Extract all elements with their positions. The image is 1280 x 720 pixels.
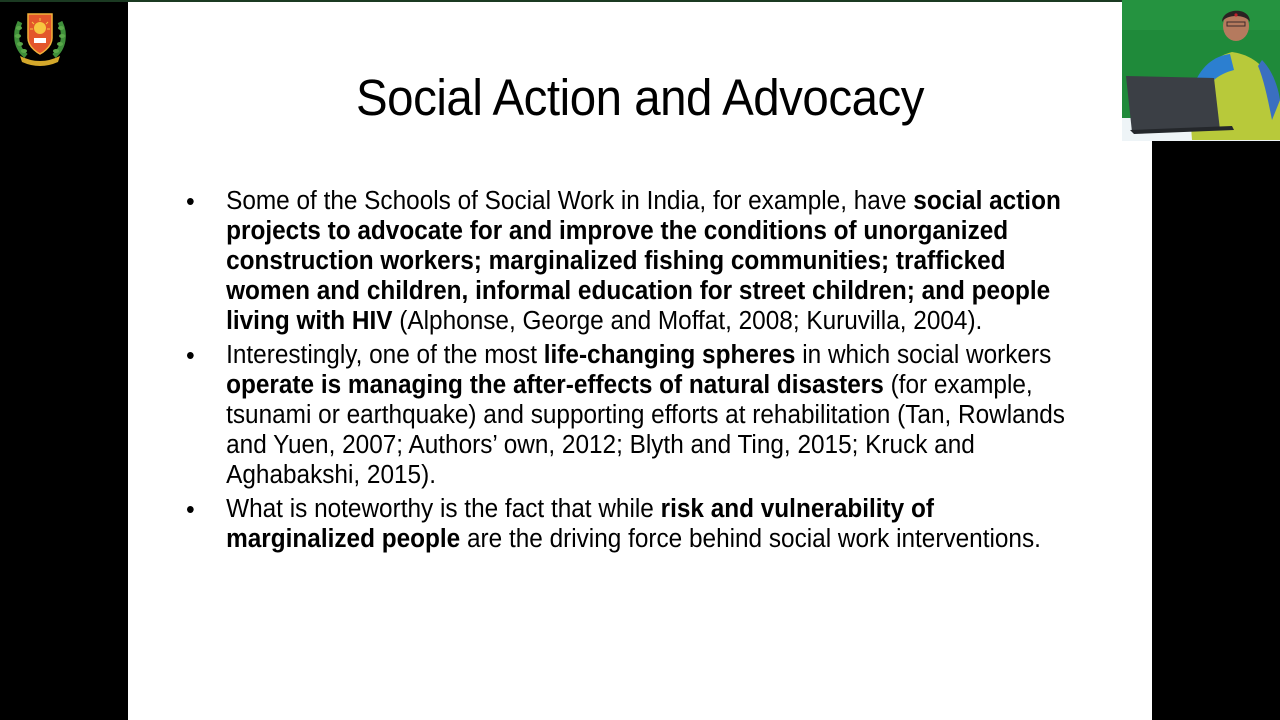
bullet-list — [186, 186, 1086, 558]
bullet-text-emphasis: social action projects to advocate for and improve the conditions of unorganized construction workers; marginalized fishing communities; trafficked women and children, informal education for street children; and people living with HIV — [226, 187, 1061, 335]
bullet-text-emphasis: life-changing spheres — [543, 341, 796, 369]
bullet-icon: • — [186, 186, 195, 216]
bullet-text-segment: (Alphonse, George and Moffat, 2008; Kuruvilla, 2004). — [392, 307, 983, 335]
bullet-text-segment: are the driving force behind social work interventions. — [460, 525, 1041, 553]
bullet-icon: • — [186, 340, 195, 370]
bullet-text-segment: What is noteworthy is the fact that while — [226, 495, 661, 523]
bullet-text — [226, 495, 1041, 553]
bullet-text-emphasis: risk and vulnerability of marginalized people — [226, 495, 934, 553]
bullet-text-emphasis: operate is managing the after-effects of natural disasters — [226, 371, 884, 399]
bullet-icon: • — [186, 494, 195, 524]
bullet-text-segment: in which social workers — [795, 341, 1052, 369]
bullet-text-segment: (for example, tsunami or earthquake) and supporting efforts at rehabilitation (Tan, Rowlands and Yuen, 2007; Authors’ own, 2012; Blyth and Ting, 2015; Kruck and Aghabakshi, 2015). — [226, 371, 1065, 489]
slide-title: Social Action and Advocacy — [356, 69, 924, 126]
presenter-video-icon — [1122, 0, 1280, 141]
presenter-webcam — [1122, 0, 1280, 141]
bullet-item — [186, 494, 1067, 554]
right-black-bar — [1152, 141, 1280, 720]
bullet-text — [226, 341, 1065, 489]
university-logo — [12, 8, 68, 66]
crest-icon — [12, 8, 68, 66]
bullet-item — [186, 340, 1067, 490]
bullet-text — [226, 187, 1061, 335]
bullet-text-segment: Some of the Schools of Social Work in India, for example, have — [226, 187, 914, 215]
presentation-slide — [128, 2, 1152, 720]
bullet-item — [186, 186, 1067, 336]
bullet-text-segment: Interestingly, one of the most — [226, 341, 544, 369]
